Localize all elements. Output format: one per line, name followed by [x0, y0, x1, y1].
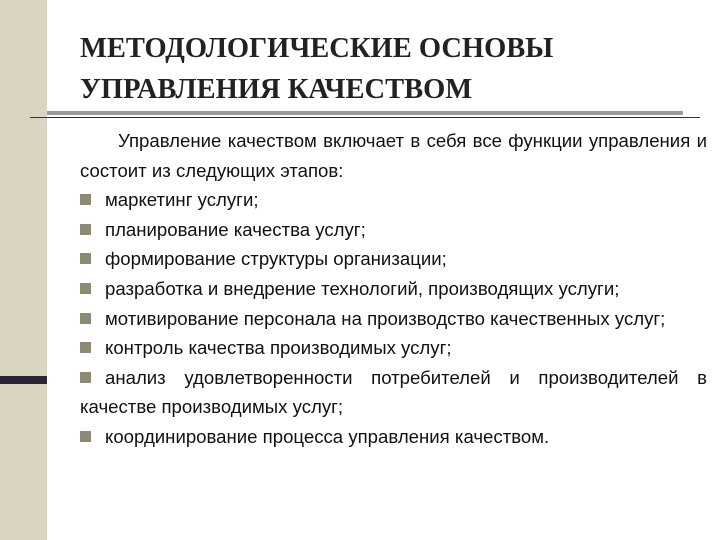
list-item-text: планирование качества услуг;	[105, 218, 366, 240]
square-bullet-icon	[80, 372, 91, 383]
list-item-text: формирование структуры организации;	[105, 248, 447, 270]
title-underline-thin	[30, 117, 700, 118]
title-underline-thick	[47, 111, 683, 115]
square-bullet-icon	[80, 431, 91, 442]
left-decorative-band	[0, 0, 47, 540]
list-item	[80, 215, 707, 245]
list-item	[80, 363, 707, 422]
list-item-text: контроль качества производимых услуг;	[105, 337, 452, 359]
square-bullet-icon	[80, 194, 91, 205]
square-bullet-icon	[80, 253, 91, 264]
square-bullet-icon	[80, 224, 91, 235]
slide-title-line-1: МЕТОДОЛОГИЧЕСКИЕ ОСНОВЫ	[80, 33, 554, 64]
slide-body	[80, 126, 707, 452]
list-item	[80, 333, 707, 363]
intro-paragraph: Управление качеством включает в себя все функции управления и состоит из следующих этапов:	[80, 130, 707, 181]
slide-title-line-2: УПРАВЛЕНИЯ КАЧЕСТВОМ	[80, 74, 473, 105]
list-item-text: мотивирование персонала на производство качественных услуг;	[105, 307, 666, 329]
list-item-text: разработка и внедрение технологий, производящих услуги;	[105, 277, 620, 299]
left-band-marker	[0, 376, 47, 384]
list-item-text: координирование процесса управления качеством.	[105, 425, 550, 447]
list-item	[80, 185, 707, 215]
square-bullet-icon	[80, 342, 91, 353]
list-item-text: маркетинг услуги;	[105, 189, 259, 211]
list-item	[80, 274, 707, 304]
list-item-text: анализ удовлетворенности потребителей и производителей в качестве производимых услуг;	[80, 366, 707, 418]
list-item	[80, 422, 707, 452]
square-bullet-icon	[80, 313, 91, 324]
list-item	[80, 244, 707, 274]
stages-list	[80, 185, 707, 451]
slide-title	[80, 28, 553, 110]
list-item	[80, 304, 707, 334]
square-bullet-icon	[80, 283, 91, 294]
title-area	[47, 0, 720, 118]
